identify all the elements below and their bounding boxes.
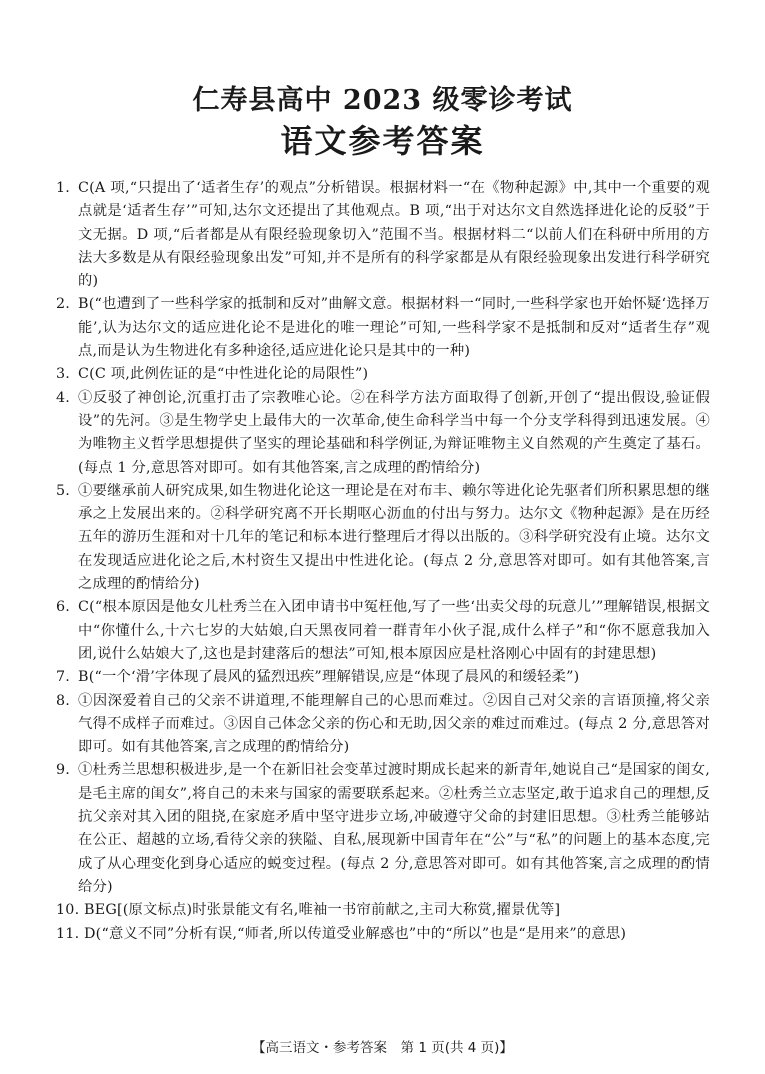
answer-text: ①要继承前人研究成果,如生物进化论这一理论是在对布丰、赖尔等进化论先驱者们所积累思想的继承之上发展出来的。②科学研究离不开长期呕心沥血的付出与努力。达尔文《物种起源》是在历经五年的游历生涯和对十几年的笔记和标本进行整理后才得以出版的。③科学研究没有止境。达尔文在发现适应进化论之后,木村资生又提出中性进化论。(每点 2 分,意思答对即可。如有其他答案,言之成理的酌情给分) bbox=[78, 482, 710, 593]
page-footer: 【高三语文・参考答案 第 1 页(共 4 页)】 bbox=[252, 1040, 513, 1056]
answer-item-6: 6. C(“根本原因是他女儿杜秀兰在入团申请书中冤枉他,写了一些‘出卖父母的玩意儿’”理解错误,根据文中“你懂什么,十六七岁的大姑娘,白天黑夜同着一群青年小伙子混,成什么样子”和“你不愿意我加入团,说什么姑娘大了,这也是封建落后的想法”可知,根本原因应是杜洛刚心中固有的封建思想) bbox=[56, 599, 710, 662]
answer-text: D(“意义不同”分析有误,“师者,所以传道受业解惑也”中的“所以”也是“是用来”的意思) bbox=[84, 925, 627, 942]
answer-item-11: 11. D(“意义不同”分析有误,“师者,所以传道受业解惑也”中的“所以”也是“是用来”的意思) bbox=[56, 925, 627, 942]
answer-text: B(“一个‘滑’字体现了晨风的猛烈迅疾”理解错误,应是“体现了晨风的和缓轻柔”) bbox=[78, 669, 580, 686]
answer-list bbox=[58, 177, 710, 946]
answer-item-9: 9. ①杜秀兰思想积极进步,是一个在新旧社会变革过渡时期成长起来的新青年,她说自己“是国家的闺女,是毛主席的闺女”,将自己的未来与国家的需要联系起来。②杜秀兰立志坚定,敢于追求自己的理想,反抗父亲对其入团的阻挠,在家庭矛盾中坚守进步立场,冲破遵守父命的封建旧思想。③杜秀兰能够站在公正、超越的立场,看待父亲的狭隘、自私,展现新中国青年在“公”与“私”的问题上的基本态度,完成了从心理变化到身心适应的蜕变过程。(每点 2 分,意思答对即可。如有其他答案,言之成理的酌情给分) bbox=[56, 762, 710, 895]
answer-text: ①因深爱着自己的父亲不讲道理,不能理解自己的心思而难过。②因自己对父亲的言语顶撞,将父亲气得不成样子而难过。③因自己体念父亲的伤心和无助,因父亲的难过而难过。(每点 2 分,意思答对即可。如有其他答案,言之成理的酌情给分) bbox=[78, 692, 710, 756]
answer-text: ①反驳了神创论,沉重打击了宗教唯心论。②在科学方法方面取得了创新,开创了“提出假设,验证假设”的先河。③是生物学史上最伟大的一次革命,使生命科学当中每一个分支学科得到迅速发展。④为唯物主义哲学思想提供了坚实的理论基础和科学例证,为辩证唯物主义自然观的产生奠定了基石。(每点 1 分,意思答对即可。如有其他答案,言之成理的酌情给分) bbox=[78, 389, 710, 476]
answer-text: BEG[(原文标点)时张景能文有名,唯袖一书帘前献之,主司大称赏,擢景优等] bbox=[84, 902, 561, 919]
answer-item-1: 1. C(A 项,“只提出了‘适者生存’的观点”分析错误。根据材料一“在《物种起源》中,其中一个重要的观点就是‘适者生存’”可知,达尔文还提出了其他观点。B 项,“出于对达尔文自然选择进化论的反驳”于文无据。D 项,“后者都是从有限经验现象切入”范围不当。根据材料二“以前人们在科研中所用的方法大多数是从有限经验现象出发”可知,并不是所有的科学家都是从有限经验现象出发进行科学研究的) bbox=[56, 180, 710, 290]
exam-title: 仁寿县高中 2023 级零诊考试 bbox=[192, 85, 573, 116]
answer-text: C(A 项,“只提出了‘适者生存’的观点”分析错误。根据材料一“在《物种起源》中,其中一个重要的观点就是‘适者生存’”可知,达尔文还提出了其他观点。B 项,“出于对达尔文自然选择进化论的反驳”于文无据。D 项,“后者都是从有限经验现象切入”范围不当。根据材料二“以前人们在科研中所用的方法大多数是从有限经验现象出发”可知,并不是所有的科学家都是从有限经验现象出发进行科学研究的) bbox=[78, 180, 710, 290]
answer-item-7: 7. B(“一个‘滑’字体现了晨风的猛烈迅疾”理解错误,应是“体现了晨风的和缓轻柔”) bbox=[56, 669, 580, 686]
answer-item-8: 8. ①因深爱着自己的父亲不讲道理,不能理解自己的心思而难过。②因自己对父亲的言语顶撞,将父亲气得不成样子而难过。③因自己体念父亲的伤心和无助,因父亲的难过而难过。(每点 2 分,意思答对即可。如有其他答案,言之成理的酌情给分) bbox=[56, 692, 710, 756]
answer-item-2: 2. B(“也遭到了一些科学家的抵制和反对”曲解文意。根据材料一“同时,一些科学家也开始怀疑‘选择万能’,认为达尔文的适应进化论不是进化的唯一理论”可知,一些科学家不是抵制和反对“适者生存”观点,而是认为生物进化有多种途径,适应进化论只是其中的一种) bbox=[56, 296, 710, 360]
answer-item-4: 4. ①反驳了神创论,沉重打击了宗教唯心论。②在科学方法方面取得了创新,开创了“提出假设,验证假设”的先河。③是生物学史上最伟大的一次革命,使生命科学当中每一个分支学科得到迅速发展。④为唯物主义哲学思想提供了坚实的理论基础和科学例证,为辩证唯物主义自然观的产生奠定了基石。(每点 1 分,意思答对即可。如有其他答案,言之成理的酌情给分) bbox=[56, 389, 710, 476]
answer-item-3: 3. C(C 项,此例佐证的是“中性进化论的局限性”) bbox=[56, 366, 369, 383]
answer-text: ①杜秀兰思想积极进步,是一个在新旧社会变革过渡时期成长起来的新青年,她说自己“是国家的闺女,是毛主席的闺女”,将自己的未来与国家的需要联系起来。②杜秀兰立志坚定,敢于追求自己的理想,反抗父亲对其入团的阻挠,在家庭矛盾中坚守进步立场,冲破遵守父命的封建旧思想。③杜秀兰能够站在公正、超越的立场,看待父亲的狭隘、自私,展现新中国青年在“公”与“私”的问题上的基本态度,完成了从心理变化到身心适应的蜕变过程。(每点 2 分,意思答对即可。如有其他答案,言之成理的酌情给分) bbox=[78, 762, 710, 895]
answer-item-10: 10. BEG[(原文标点)时张景能文有名,唯袖一书帘前献之,主司大称赏,擢景优等] bbox=[56, 902, 561, 919]
answer-text: C(C 项,此例佐证的是“中性进化论的局限性”) bbox=[78, 366, 369, 383]
answer-key-subtitle: 语文参考答案 bbox=[280, 122, 485, 160]
answer-item-5: 5. ①要继承前人研究成果,如生物进化论这一理论是在对布丰、赖尔等进化论先驱者们所积累思想的继承之上发展出来的。②科学研究离不开长期呕心沥血的付出与努力。达尔文《物种起源》是在历经五年的游历生涯和对十几年的笔记和标本进行整理后才得以出版的。③科学研究没有止境。达尔文在发现适应进化论之后,木村资生又提出中性进化论。(每点 2 分,意思答对即可。如有其他答案,言之成理的酌情给分) bbox=[56, 482, 710, 593]
answer-text: B(“也遭到了一些科学家的抵制和反对”曲解文意。根据材料一“同时,一些科学家也开始怀疑‘选择万能’,认为达尔文的适应进化论不是进化的唯一理论”可知,一些科学家不是抵制和反对“适者生存”观点,而是认为生物进化有多种途径,适应进化论只是其中的一种) bbox=[78, 296, 710, 360]
answer-text: C(“根本原因是他女儿杜秀兰在入团申请书中冤枉他,写了一些‘出卖父母的玩意儿’”理解错误,根据文中“你懂什么,十六七岁的大姑娘,白天黑夜同着一群青年小伙子混,成什么样子”和“你不愿意我加入团,说什么姑娘大了,这也是封建落后的想法”可知,根本原因应是杜洛刚心中固有的封建思想) bbox=[78, 599, 710, 662]
